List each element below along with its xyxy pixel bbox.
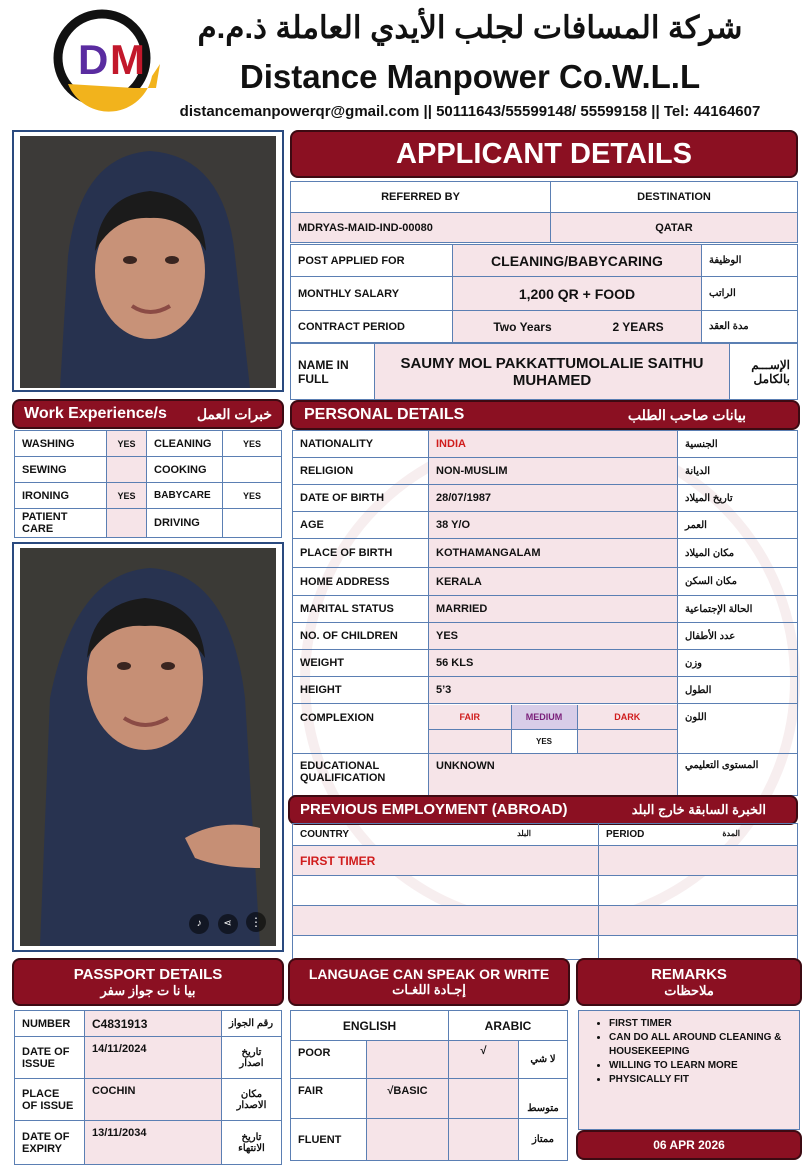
arabic-fluent-cell — [449, 1119, 519, 1161]
name-table — [290, 343, 798, 400]
work-experience-title-en: Work Experience/s — [24, 405, 167, 422]
passport-number-value: C4831913 — [85, 1011, 222, 1037]
previous-employment-period — [599, 846, 798, 876]
previous-employment-title-en: PREVIOUS EMPLOYMENT (ABROAD) — [300, 801, 568, 818]
complexion-label-ar: اللون — [678, 704, 798, 754]
empty-cell — [293, 876, 599, 906]
level-poor-label: POOR — [291, 1041, 367, 1079]
contract-value-b: 2 YEARS — [612, 319, 664, 334]
passport-number-label-ar: رقم الجواز — [222, 1011, 282, 1037]
remark-item: • PHYSICALLY FIT — [609, 1073, 793, 1087]
education-label-ar: المستوى التعليمي — [678, 754, 798, 796]
volume-icon[interactable]: ♪ — [189, 914, 209, 934]
no-of-children-label-ar: عدد الأطفال — [678, 623, 798, 650]
share-icon[interactable]: ⋖ — [218, 914, 238, 934]
language-title — [288, 958, 570, 1006]
age-value: 38 Y/O — [429, 512, 678, 539]
passport-issue-place-label-ar: مكان الاصدار — [222, 1079, 282, 1121]
level-fluent-label-ar: ممتاز — [519, 1119, 568, 1161]
marital-status-label: MARITAL STATUS — [293, 596, 429, 623]
passport-table — [14, 1010, 282, 1165]
personal-details-table — [292, 430, 798, 796]
skill-patient-care: PATIENT CARE — [15, 509, 107, 538]
place-of-birth-label: PLACE OF BIRTH — [293, 539, 429, 568]
skill-sewing: SEWING — [15, 457, 107, 483]
skill-patient-care-value — [107, 509, 147, 538]
complexion-options — [429, 704, 678, 730]
complexion-label: COMPLEXION — [293, 704, 429, 754]
name-value: SAUMY MOL PAKKATTUMOLALIE SAITHU MUHAMED — [375, 344, 730, 400]
skill-ironing: IRONING — [15, 483, 107, 509]
passport-expiry-label: DATE OF EXPIRY — [15, 1121, 85, 1165]
complexion-medium: MEDIUM — [511, 705, 577, 729]
passport-number-label: NUMBER — [15, 1011, 85, 1037]
weight-value: 56 KLS — [429, 650, 678, 677]
nationality-value: INDIA — [429, 431, 678, 458]
name-label-ar: الإســـم بالكامل — [730, 344, 798, 400]
applicant-photo — [20, 136, 276, 388]
education-label: EDUCATIONAL QUALIFICATION — [293, 754, 429, 796]
skill-babycare-value: YES — [223, 483, 282, 509]
height-value: 5’3 — [429, 677, 678, 704]
work-experience-title-ar: خبرات العمل — [196, 406, 272, 422]
passport-issue-date-label: DATE OF ISSUE — [15, 1037, 85, 1079]
empty-cell — [599, 936, 798, 960]
salary-label-ar: الراتب — [702, 277, 798, 311]
destination-value: QATAR — [551, 213, 798, 243]
place-of-birth-value: KOTHAMANGALAM — [429, 539, 678, 568]
company-name-english: Distance Manpower Co.W.L.L — [239, 58, 701, 95]
passport-title-en: PASSPORT DETAILS — [73, 966, 223, 983]
remark-item: • FIRST TIMER — [609, 1017, 793, 1031]
date-of-birth-label-ar: تاريخ الميلاد — [678, 485, 798, 512]
arabic-poor-cell: √ — [449, 1041, 519, 1079]
previous-employment-entry: FIRST TIMER — [293, 846, 599, 876]
contract-value — [453, 311, 702, 343]
level-poor-label-ar: لا شي — [519, 1041, 568, 1079]
empty-cell — [599, 876, 798, 906]
language-english-header: ENGLISH — [291, 1011, 449, 1041]
height-label: HEIGHT — [293, 677, 429, 704]
education-value: UNKNOWN — [429, 754, 678, 796]
passport-issue-place-value: COCHIN — [85, 1079, 222, 1121]
period-label-ar: المدة — [722, 829, 740, 838]
english-fair-cell: √BASIC — [367, 1079, 449, 1119]
marital-status-label-ar: الحالة الإجتماعية — [678, 596, 798, 623]
age-label-ar: العمر — [678, 512, 798, 539]
period-label: PERIOD — [606, 829, 645, 840]
passport-issue-date-value: 14/11/2024 — [85, 1037, 222, 1079]
weight-label: WEIGHT — [293, 650, 429, 677]
country-label-ar: البلد — [517, 829, 531, 838]
nationality-label-ar: الجنسية — [678, 431, 798, 458]
previous-employment-table — [292, 823, 798, 960]
no-of-children-value: YES — [429, 623, 678, 650]
date-of-birth-value: 28/07/1987 — [429, 485, 678, 512]
applicant-fullbody-photo — [20, 548, 276, 946]
skill-cooking: COOKING — [147, 457, 223, 483]
skill-washing-value: YES — [107, 431, 147, 457]
arabic-fair-cell — [449, 1079, 519, 1119]
company-name-arabic: شركة المسافات لجلب الأيدي العاملة ذ.م.م — [197, 10, 743, 45]
skill-ironing-value: YES — [107, 483, 147, 509]
destination-label: DESTINATION — [551, 182, 798, 213]
post-value: CLEANING/BABYCARING — [453, 245, 702, 277]
height-label-ar: الطول — [678, 677, 798, 704]
work-experience-table — [14, 430, 282, 538]
empty-cell — [293, 936, 599, 960]
complexion-fair: FAIR — [429, 705, 511, 729]
post-label-ar: الوظيفة — [702, 245, 798, 277]
passport-expiry-value: 13/11/2034 — [85, 1121, 222, 1165]
passport-title — [12, 958, 284, 1006]
home-address-value: KERALA — [429, 568, 678, 596]
svg-text:M: M — [110, 36, 145, 83]
personal-details-title — [290, 400, 800, 430]
religion-label: RELIGION — [293, 458, 429, 485]
remarks-title — [576, 958, 802, 1006]
english-poor-cell — [367, 1041, 449, 1079]
level-fair-label: FAIR — [291, 1079, 367, 1119]
company-logo — [48, 4, 166, 114]
date-of-birth-label: DATE OF BIRTH — [293, 485, 429, 512]
svg-text:D: D — [78, 36, 109, 83]
empty-cell — [599, 906, 798, 936]
remarks-title-en: REMARKS — [651, 966, 727, 983]
personal-details-title-en: PERSONAL DETAILS — [304, 406, 465, 423]
country-header — [293, 824, 599, 846]
previous-employment-title-ar: الخبرة السابقة خارج البلد — [631, 802, 766, 817]
document-date: 06 APR 2026 — [576, 1130, 802, 1160]
home-address-label-ar: مكان السكن — [678, 568, 798, 596]
remarks-box — [578, 1010, 800, 1130]
language-title-en: LANGUAGE CAN SPEAK OR WRITE — [308, 966, 550, 982]
religion-label-ar: الديانة — [678, 458, 798, 485]
english-fluent-cell — [367, 1119, 449, 1161]
passport-expiry-label-ar: تاريخ الانتهاء — [222, 1121, 282, 1165]
marital-status-value: MARRIED — [429, 596, 678, 623]
nationality-label: NATIONALITY — [293, 431, 429, 458]
passport-title-ar: بيا نا ت جواز سفر — [100, 983, 196, 998]
referral-table — [290, 181, 798, 243]
language-arabic-header: ARABIC — [449, 1011, 568, 1041]
complexion-fair-mark — [429, 730, 511, 753]
video-controls — [185, 912, 266, 934]
passport-issue-place-label: PLACE OF ISSUE — [15, 1079, 85, 1121]
level-fair-label-ar: متوسط — [519, 1079, 568, 1119]
period-header — [599, 824, 798, 846]
applicant-details-title: APPLICANT DETAILS — [290, 130, 798, 178]
skill-sewing-value — [107, 457, 147, 483]
language-table — [290, 1010, 568, 1161]
contract-label: CONTRACT PERIOD — [291, 311, 453, 343]
skill-cleaning: CLEANING — [147, 431, 223, 457]
complexion-medium-mark: YES — [511, 730, 577, 753]
referred-by-value: MDRYAS-MAID-IND-00080 — [291, 213, 551, 243]
empty-cell — [293, 906, 599, 936]
job-table — [290, 244, 798, 343]
religion-value: NON-MUSLIM — [429, 458, 678, 485]
salary-value: 1,200 QR + FOOD — [453, 277, 702, 311]
place-of-birth-label-ar: مكان الميلاد — [678, 539, 798, 568]
work-experience-title — [12, 399, 284, 429]
contract-label-ar: مدة العقد — [702, 311, 798, 343]
referred-by-label: REFERRED BY — [291, 182, 551, 213]
post-label: POST APPLIED FOR — [291, 245, 453, 277]
skill-driving-value — [223, 509, 282, 538]
remark-item: • CAN DO ALL AROUND CLEANING & HOUSEKEEPING — [609, 1031, 793, 1059]
name-label: NAME IN FULL — [291, 344, 375, 400]
home-address-label: HOME ADDRESS — [293, 568, 429, 596]
passport-issue-date-label-ar: تاريخ اصدار — [222, 1037, 282, 1079]
contact-line: distancemanpowerqr@gmail.com || 50111643/55599148/ 55599158 || Tel: 44164607 — [179, 103, 761, 120]
salary-label: MONTHLY SALARY — [291, 277, 453, 311]
skill-cooking-value — [223, 457, 282, 483]
previous-employment-title — [288, 795, 798, 825]
personal-details-title-ar: بيانات صاحب الطلب — [627, 407, 746, 423]
level-fluent-label: FLUENT — [291, 1119, 367, 1161]
age-label: AGE — [293, 512, 429, 539]
complexion-selection — [429, 730, 678, 754]
country-label: COUNTRY — [300, 829, 350, 840]
remark-item: • WILLING TO LEARN MORE — [609, 1059, 793, 1073]
skill-washing: WASHING — [15, 431, 107, 457]
language-title-ar: إجـادة اللغـات — [392, 982, 466, 997]
contract-value-a: Two Years — [493, 319, 552, 334]
skill-cleaning-value: YES — [223, 431, 282, 457]
remarks-title-ar: ملاحظات — [664, 983, 714, 998]
skill-driving: DRIVING — [147, 509, 223, 538]
complexion-dark: DARK — [577, 705, 677, 729]
more-options-icon[interactable]: ⋮ — [246, 912, 266, 932]
complexion-dark-mark — [577, 730, 677, 753]
weight-label-ar: وزن — [678, 650, 798, 677]
remarks-list — [609, 1017, 793, 1087]
skill-babycare: BABYCARE — [147, 483, 223, 509]
no-of-children-label: NO. OF CHILDREN — [293, 623, 429, 650]
